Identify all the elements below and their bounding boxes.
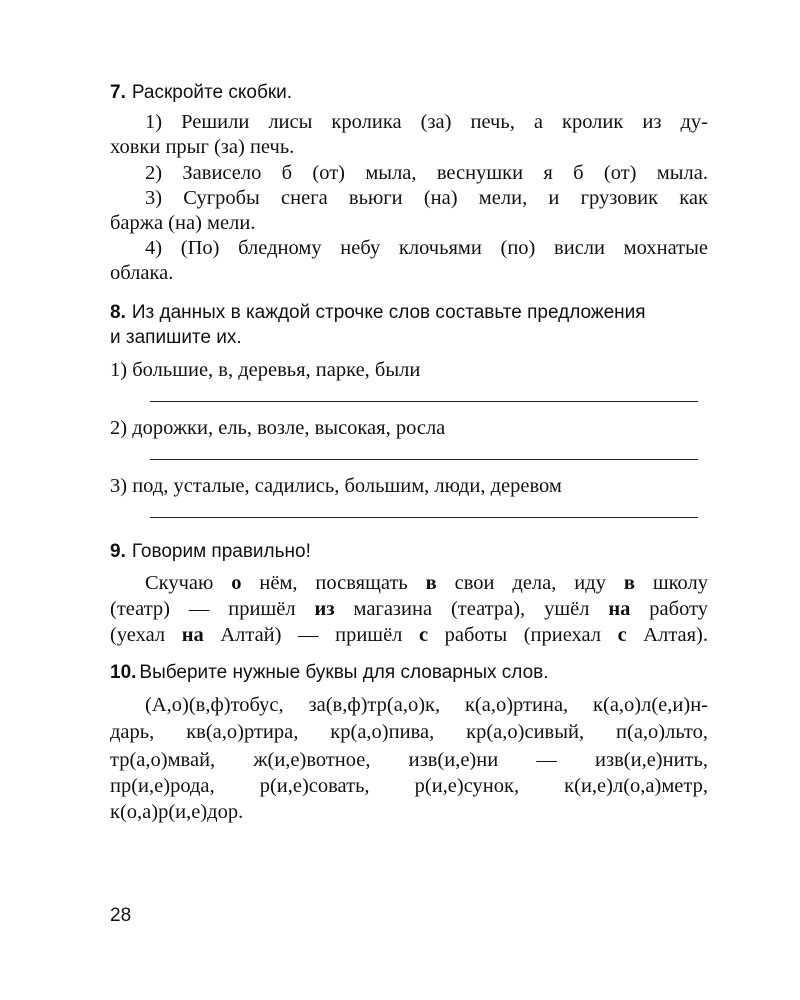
text-line: дарь, кв(а,о)ртира, кр(а,о)пива, кр(а,о)сивый, п(а,о)льто, [110, 721, 708, 743]
task-number: 7. [110, 82, 126, 103]
bold-preposition: из [314, 598, 335, 620]
text-line: 2) Зависело б (от) мыла, веснушки я б (от) мыла. [145, 162, 708, 184]
task-8-heading-line-2: и запишите их. [110, 327, 242, 348]
text-line: ховки прыг (за) печь. [110, 136, 295, 158]
text-line: баржа (на) мели. [110, 212, 256, 234]
text-line [110, 597, 708, 621]
answer-line[interactable] [150, 401, 698, 402]
text: (театр) — пришёл [110, 598, 315, 620]
text: нём, посвящать [241, 572, 426, 594]
text-line: 4) (По) бледному небу клочьями (по) висли мохнатые [145, 237, 708, 259]
bold-preposition: с [418, 624, 429, 646]
text: работу [630, 598, 709, 620]
text-line: 3) Сугробы снега вьюги (на) мели, и грузовик как [145, 187, 708, 209]
task-number: 9. [110, 541, 126, 562]
sentence-item: 2) дорожки, ель, возле, высокая, росла [110, 417, 446, 439]
bold-preposition: в [623, 572, 635, 594]
text-line [110, 623, 708, 647]
text: магазина (театра), ушёл [334, 598, 609, 620]
text: Алтай) — пришёл [203, 624, 419, 646]
text: работы (приехал [428, 624, 618, 646]
text-line [145, 571, 708, 595]
text-line: 1) Решили лисы кролика (за) печь, а кролик из ду- [145, 111, 708, 133]
page-number: 28 [110, 905, 132, 926]
text: (уехал [110, 624, 182, 646]
bold-preposition: на [608, 598, 631, 620]
task-number: 10. [110, 662, 137, 683]
task-number: 8. [110, 302, 126, 323]
task-8-heading [110, 301, 646, 325]
task-title: Говорим правильно! [131, 541, 311, 562]
text-line: (А,о)(в,ф)тобус, за(в,ф)тр(а,о)к, к(а,о)ртина, к(а,о)л(е,и)н- [145, 694, 708, 716]
task-10-heading [110, 661, 549, 685]
sentence-item: 3) под, усталые, садились, большим, люди, деревом [110, 475, 562, 497]
text: Алтая). [626, 624, 709, 646]
answer-line[interactable] [150, 459, 698, 460]
text-line: тр(а,о)мвай, ж(и,е)вотное, изв(и,е)ни — изв(и,е)нить, [110, 749, 708, 771]
text: Скучаю [145, 572, 232, 594]
text-line: пр(и,е)рода, р(и,е)совать, р(и,е)сунок, к(и,е)л(о,а)метр, [110, 775, 708, 797]
bold-preposition: о [231, 572, 242, 594]
bold-preposition: на [181, 624, 204, 646]
bold-preposition: с [617, 624, 627, 646]
answer-line[interactable] [150, 517, 698, 518]
task-title: Выберите нужные буквы для словарных слов. [139, 662, 549, 683]
text-line: к(о,а)р(и,е)дор. [110, 801, 244, 823]
text: свои дела, иду [436, 572, 624, 594]
bold-preposition: в [425, 572, 437, 594]
task-title: Раскройте скобки. [131, 82, 293, 103]
task-9-heading [110, 540, 311, 564]
text: школу [634, 572, 708, 594]
text-line: облака. [110, 262, 174, 284]
task-7-heading [110, 81, 292, 105]
task-title: Из данных в каждой строчке слов составьте предложения [131, 302, 646, 323]
sentence-item: 1) большие, в, деревья, парке, были [110, 359, 421, 381]
